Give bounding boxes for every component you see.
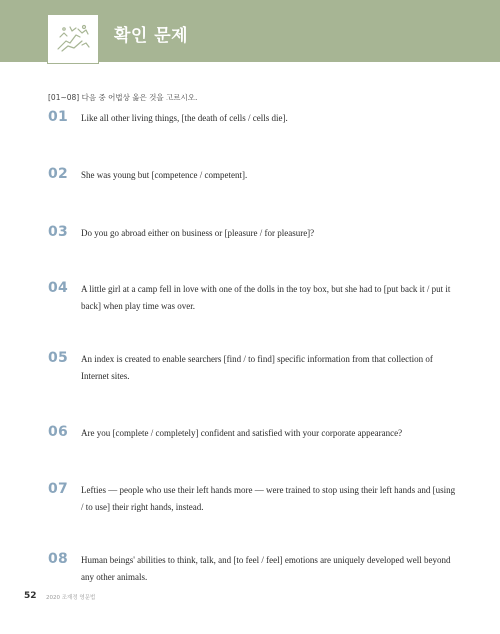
instruction-text: [01~08] 다음 중 어법상 옳은 것을 고르시오. xyxy=(48,93,198,102)
hand-sketch-icon xyxy=(48,15,98,63)
question-number: 05 xyxy=(48,350,69,366)
question-text: Do you go abroad either on business or [pleasure / for pleasure]? xyxy=(81,228,315,238)
question-number: 02 xyxy=(48,166,69,182)
page-title: 확인 문제 xyxy=(114,26,189,46)
question-text: Like all other living things, [the death of cells / cells die]. xyxy=(81,113,288,123)
question-number: 07 xyxy=(48,481,69,497)
book-title: 2020 조재정 영문법 xyxy=(46,595,96,601)
question-number: 01 xyxy=(48,109,69,125)
question-text: An index is created to enable searchers [find / to find] specific information from that collection of Internet sites. xyxy=(81,354,433,381)
question-text: Are you [complete / completely] confident and satisfied with your corporate appearance? xyxy=(81,428,403,438)
page-number: 52 xyxy=(24,591,37,601)
question-text: Human beings' abilities to think, talk, and [to feel / feel] emotions are uniquely developed well beyond any other animals. xyxy=(81,555,451,582)
question-text: A little girl at a camp fell in love with one of the dolls in the toy box, but she had to [put back it / put it back] when play time was over. xyxy=(81,284,451,311)
question-text: She was young but [competence / competent]. xyxy=(81,170,248,180)
question-number: 04 xyxy=(48,280,69,296)
header-icon-box xyxy=(47,14,99,64)
question-number: 06 xyxy=(48,424,69,440)
question-number: 03 xyxy=(48,224,69,240)
question-text: Lefties — people who use their left hands more — were trained to stop using their left hands and [using / to use] their right hands, instead. xyxy=(81,485,456,512)
question-number: 08 xyxy=(48,551,69,567)
